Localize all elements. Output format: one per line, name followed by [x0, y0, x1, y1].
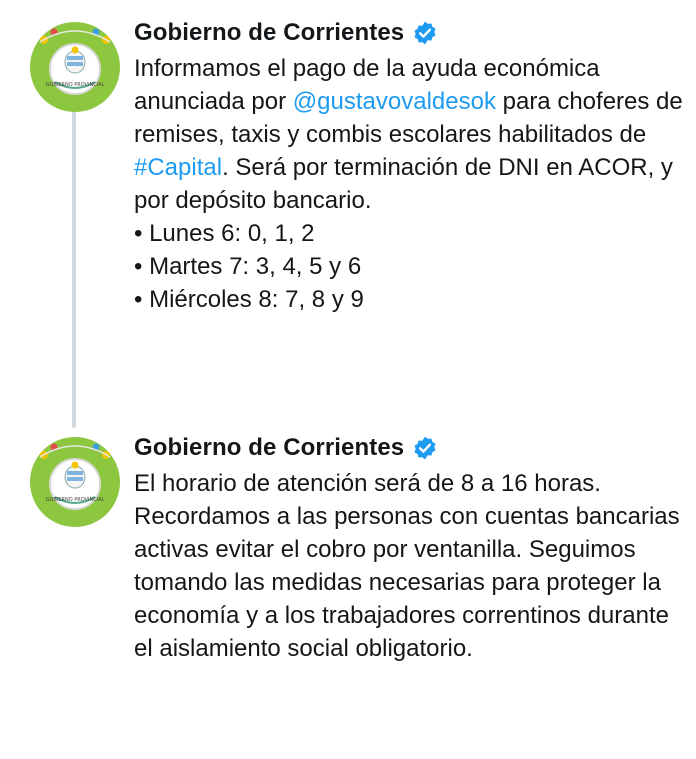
hashtag-link[interactable]: #Capital — [134, 154, 223, 181]
tweet-text — [134, 52, 694, 316]
tweet-text-part: para choferes de remises, taxis y combis escolares habilitados de — [134, 88, 690, 148]
author-name[interactable]: Gobierno de Corrientes — [134, 19, 405, 46]
schedule-item: • Lunes 6: 0, 1, 2 — [134, 220, 315, 247]
provincial-seal-icon — [30, 22, 120, 112]
author-name[interactable]: Gobierno de Corrientes — [134, 434, 405, 461]
tweet-text-part: . Será por terminación de DNI en ACOR, y por depósito bancario. — [134, 154, 680, 214]
schedule-item: • Martes 7: 3, 4, 5 y 6 — [134, 253, 362, 280]
mention-link[interactable]: @gustavovaldesok — [292, 88, 496, 115]
schedule-item: • Miércoles 8: 7, 8 y 9 — [134, 286, 364, 313]
provincial-seal-icon — [30, 437, 120, 527]
avatar[interactable] — [30, 22, 120, 112]
verified-badge-icon — [412, 435, 438, 461]
verified-badge-icon — [412, 20, 438, 46]
avatar[interactable] — [30, 437, 120, 527]
seal-text: GOBIERNO PROVINCIAL — [45, 82, 105, 88]
seal-text: GOBIERNO PROVINCIAL — [45, 497, 105, 503]
tweet-text: El horario de atención será de 8 a 16 horas. Recordamos a las personas con cuentas bancarias activas evitar el cobro por ventanilla. Seguimos tomando las medidas necesarias para proteger la economía y a los trabajadores correntinos durante el aislamiento social obligatorio. — [134, 470, 687, 662]
thread-connector-line — [72, 108, 76, 428]
tweet-text-part: Informamos el pago de la ayuda económica anunciada por — [134, 55, 607, 115]
